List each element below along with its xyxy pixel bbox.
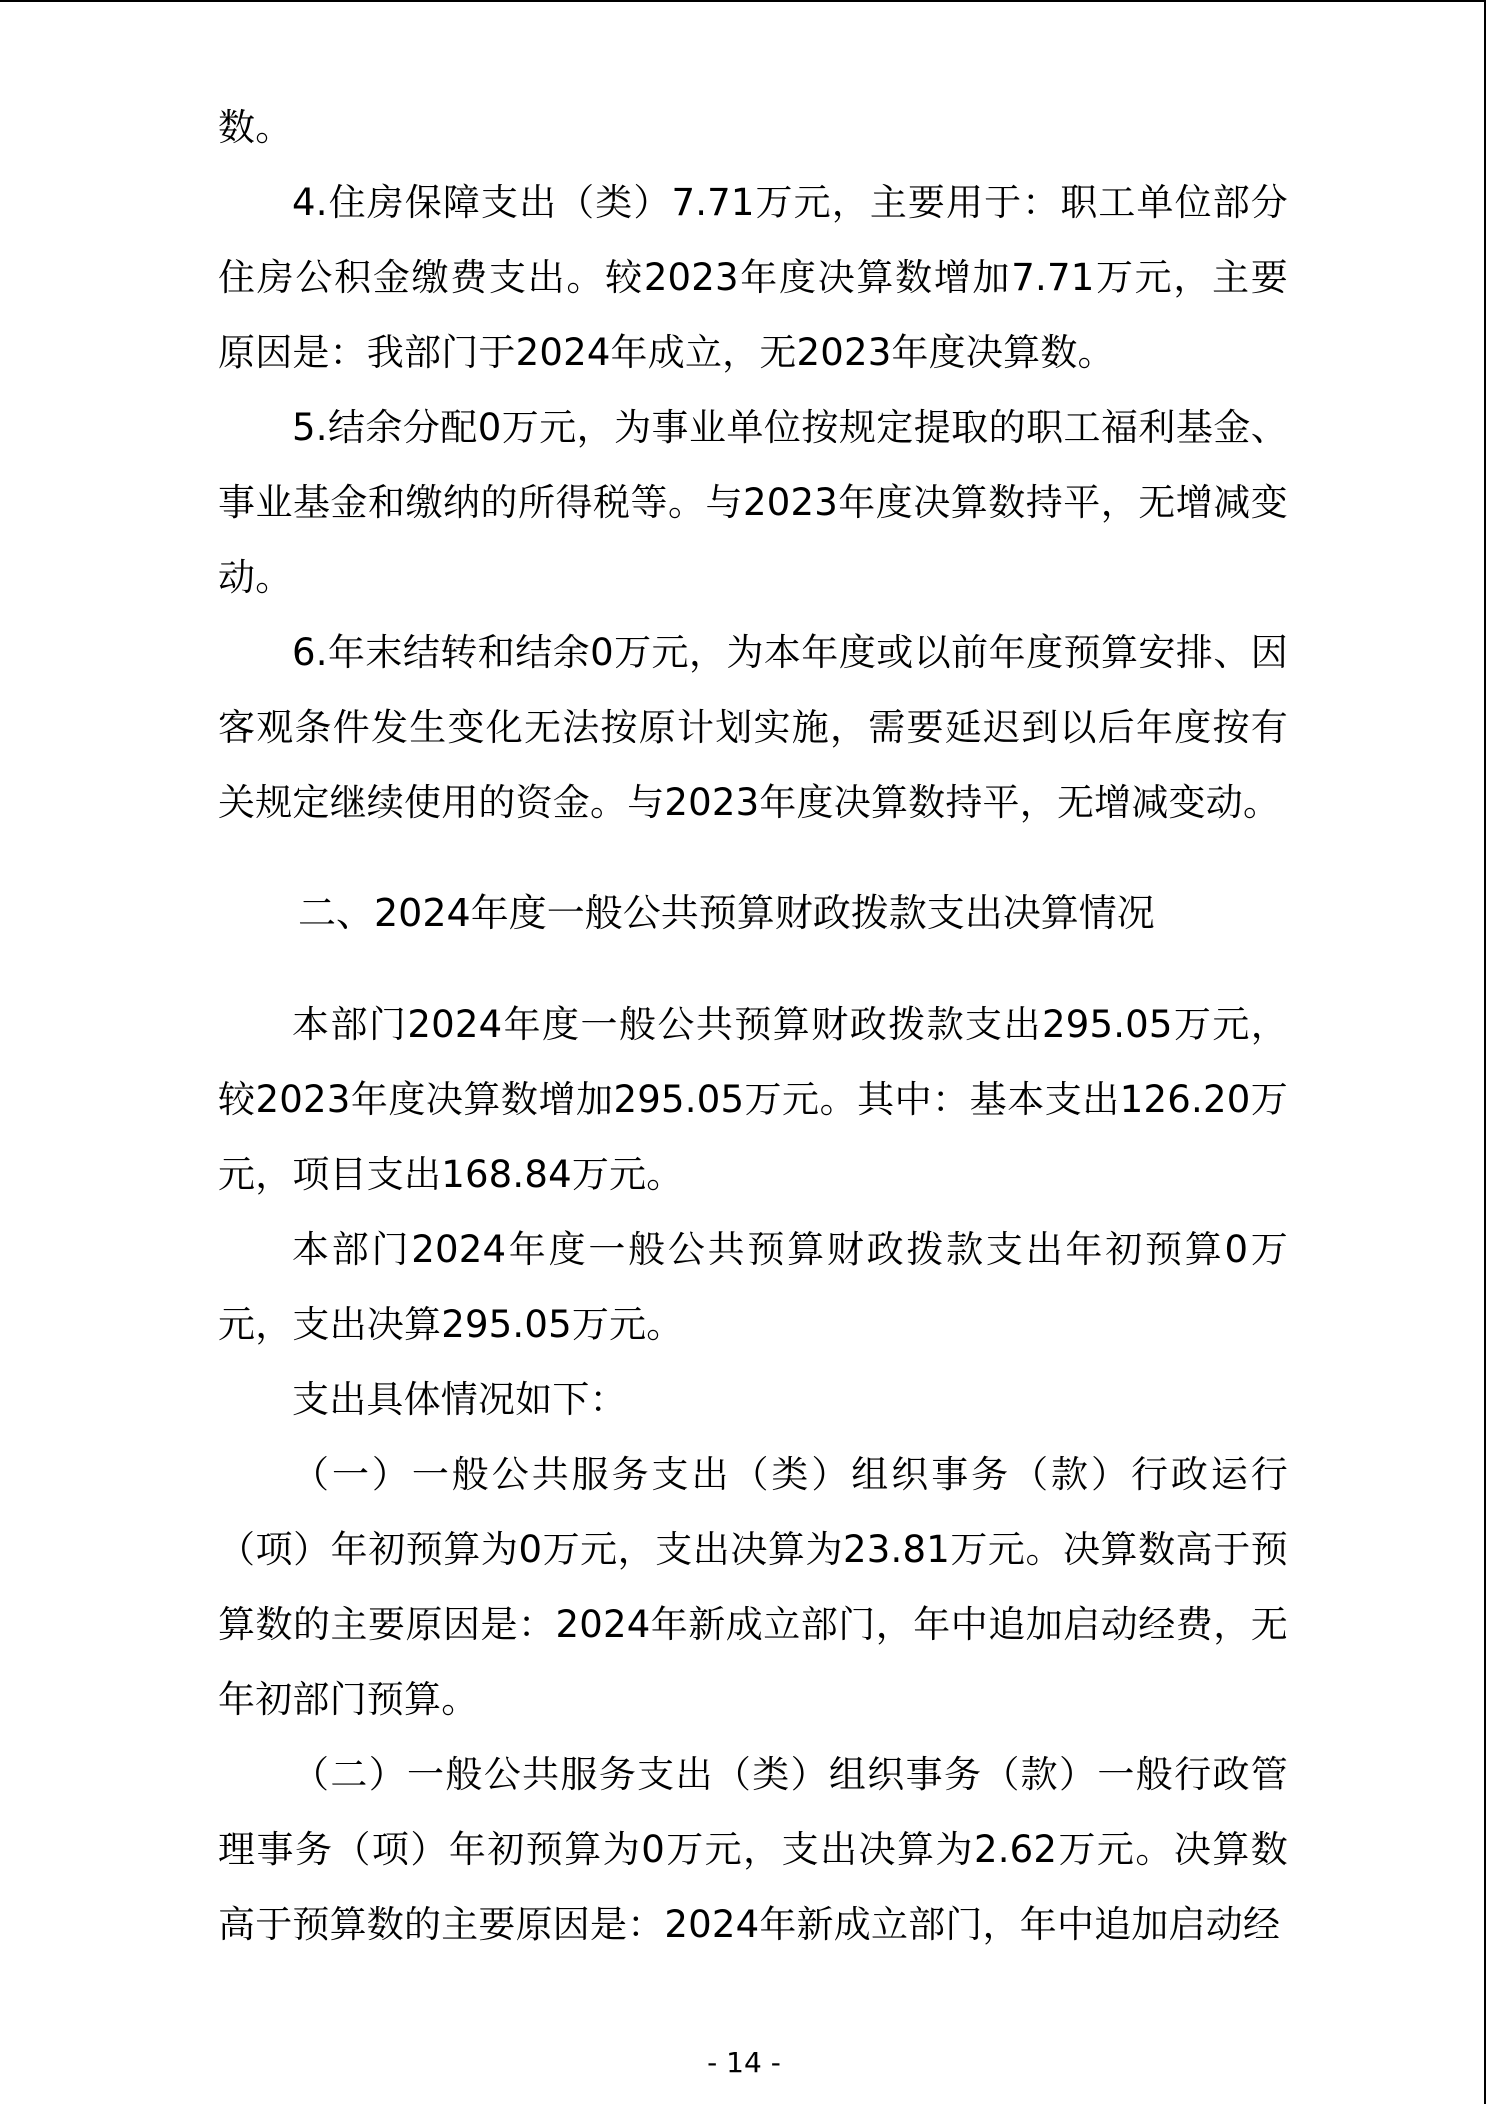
paragraph-total-expenditure: 本部门2024年度一般公共预算财政拨款支出295.05万元，较2023年度决算数增加295.05万元。其中：基本支出126.20万元，项目支出168.84万元。 [218,1003,1288,1196]
page-number: - 14 - [707,2046,781,2079]
paragraph-housing-expenditure: 4.住房保障支出（类）7.71万元，主要用于：职工单位部分住房公积金缴费支出。较2023年度决算数增加7.71万元，主要原因是：我部门于2024年成立，无2023年度决算数。 [218,181,1288,374]
paragraph-details-intro: 支出具体情况如下： [292,1378,627,1421]
document-body [218,90,1288,1962]
paragraph-carryover-balance: 6.年末结转和结余0万元，为本年度或以前年度预算安排、因客观条件发生变化无法按原计划实施，需要延迟到以后年度按有关规定继续使用的资金。与2023年度决算数持平，无增减变动。 [218,631,1288,824]
section-heading: 二、2024年度一般公共预算财政拨款支出决算情况 [298,891,1155,935]
paragraph-item-one: （一）一般公共服务支出（类）组织事务（款）行政运行（项）年初预算为0万元，支出决算为23.81万元。决算数高于预算数的主要原因是：2024年新成立部门，年中追加启动经费，无年初部门预算。 [218,1453,1288,1721]
paragraph-continuation: 数。 [218,106,293,149]
paragraph-budget-vs-actual: 本部门2024年度一般公共预算财政拨款支出年初预算0万元，支出决算295.05万元。 [218,1228,1288,1346]
paragraph-surplus-distribution: 5.结余分配0万元，为事业单位按规定提取的职工福利基金、事业基金和缴纳的所得税等。与2023年度决算数持平，无增减变动。 [218,406,1288,599]
paragraph-item-two: （二）一般公共服务支出（类）组织事务（款）一般行政管理事务（项）年初预算为0万元，支出决算为2.62万元。决算数高于预算数的主要原因是：2024年新成立部门，年中追加启动经 [218,1753,1288,1946]
